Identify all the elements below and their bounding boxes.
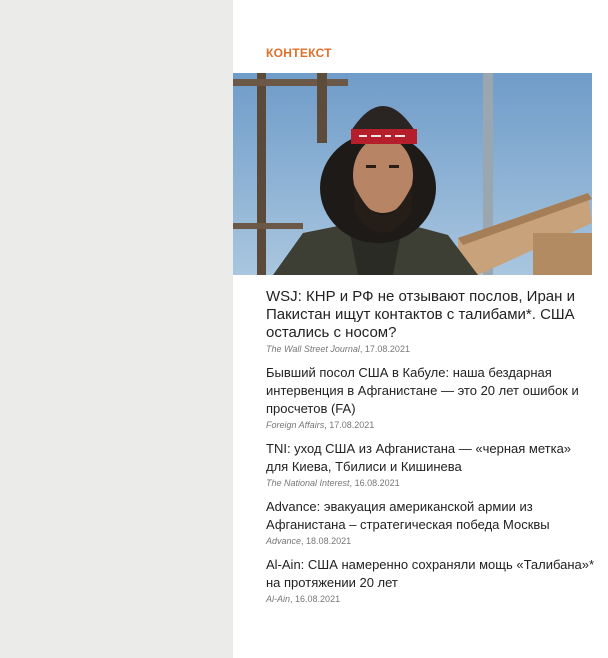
context-block [233,0,608,658]
article-date: 17.08.2021 [364,344,410,354]
article-title-link[interactable]: Al-Ain: США намеренно сохраняли мощь «Талибана»* на протяжении 20 лет [266,557,595,590]
article-item [266,556,596,605]
hero-photo-illustration [233,73,592,275]
article-source: The National Interest [266,478,350,488]
article-meta: The National Interest, 16.08.2021 [266,478,400,488]
section-label: КОНТЕКСТ [266,46,332,60]
article-source: Al-Ain [266,594,291,604]
article-title-link[interactable]: TNI: уход США из Афганистана — «черная метка» для Киева, Тбилиси и Кишинева [266,441,572,474]
article-date: 17.08.2021 [329,420,375,430]
article-item [266,364,596,431]
article-date: 16.08.2021 [354,478,400,488]
article-meta: The Wall Street Journal, 17.08.2021 [266,344,410,354]
article-title-link[interactable]: Бывший посол США в Кабуле: наша бездарная интервенция в Афганистане — это 20 лет ошибок и просчетов (FA) [266,365,579,416]
article-date: 16.08.2021 [295,594,341,604]
article-title-link[interactable]: Advance: эвакуация американской армии из Афганистана – стратегическая победа Москвы [266,499,550,532]
article-meta: Advance, 18.08.2021 [266,536,352,546]
article-item [266,440,596,489]
article-meta: Foreign Affairs, 17.08.2021 [266,420,375,430]
article-source: The Wall Street Journal [266,344,360,354]
hero-image[interactable] [233,73,592,275]
article-source: Foreign Affairs [266,420,325,430]
article-meta: Al-Ain, 16.08.2021 [266,594,341,604]
article-title-link[interactable]: WSJ: КНР и РФ не отзывают послов, Иран и Пакистан ищут контактов с талибами*. США остались с носом? [266,288,575,341]
article-date: 18.08.2021 [306,536,352,546]
article-item [266,288,596,355]
article-item [266,498,596,547]
article-list [266,288,596,614]
article-source: Advance [266,536,302,546]
left-panel [0,0,233,658]
